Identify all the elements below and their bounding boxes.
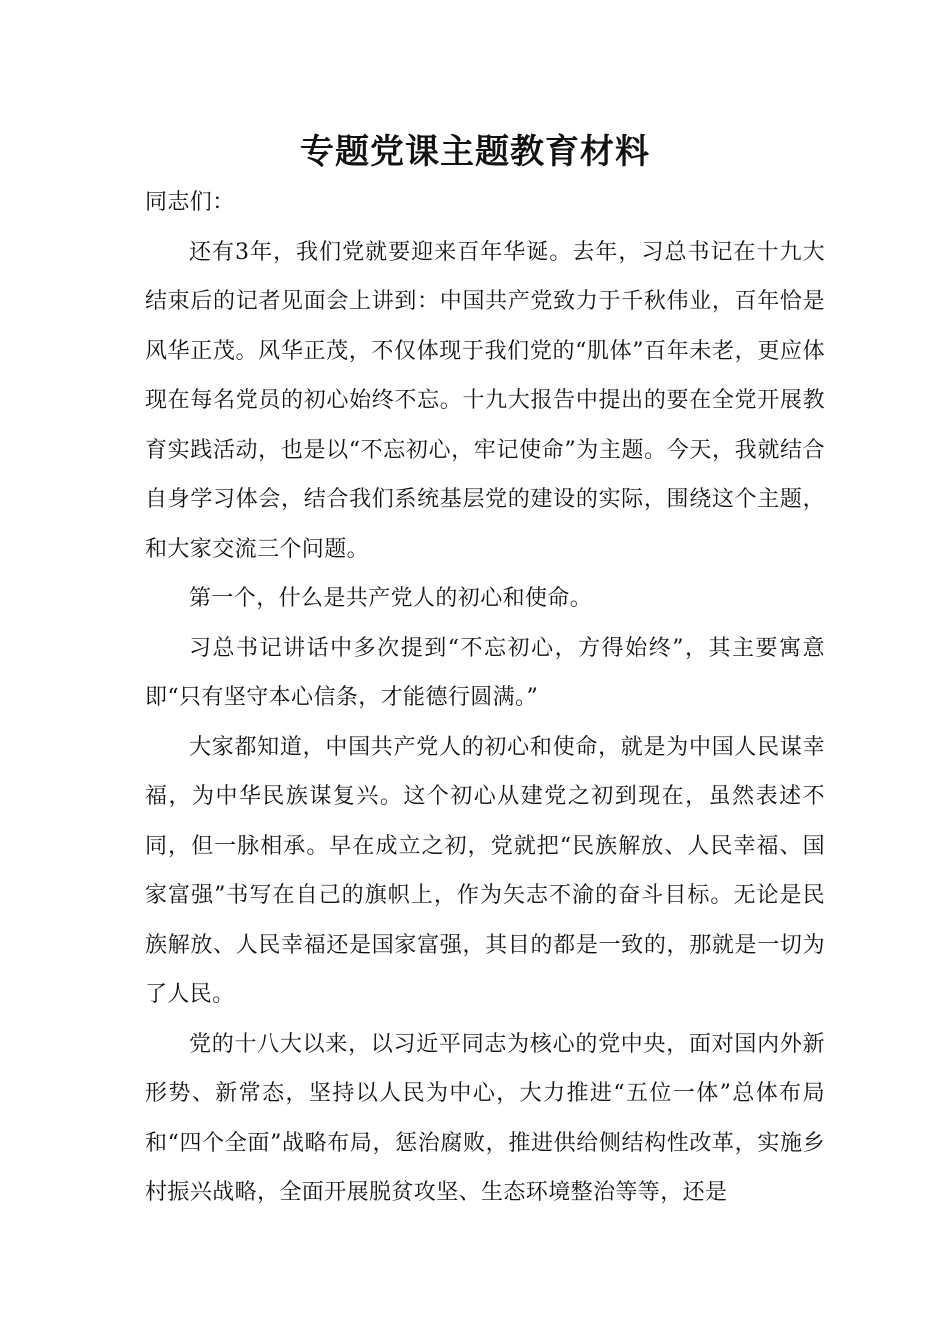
paragraph-mission: 大家都知道，中国共产党人的初心和使命，就是为中国人民谋幸福，为中华民族谋复兴。这个初心从建党之初到现在，虽然表述不同，但一脉相承。早在成立之初，党就把“民族解放、人民幸福、国家富强”书写在自己的旗帜上，作为矢志不渝的奋斗目标。无论是民族解放、人民幸福还是国家富强，其目的都是一致的，那就是一切为了人民。 — [145, 734, 825, 1007]
document-body — [145, 178, 825, 1218]
paragraph-section-heading: 第一个，什么是共产党人的初心和使命。 — [189, 586, 593, 611]
paragraph-intro: 还有3年，我们党就要迎来百年华诞。去年，习总书记在十九大结束后的记者见面会上讲到：中国共产党致力于千秋伟业，百年恰是风华正茂。风华正茂，不仅体现于我们党的“肌体”百年未老，更应体现在每名党员的初心始终不忘。十九大报告中提出的要在全党开展教育实践活动，也是以“不忘初心，牢记使命”为主题。今天，我就结合自身学习体会，结合我们系统基层党的建设的实际，围绕这个主题，和大家交流三个问题。 — [145, 239, 825, 562]
salutation: 同志们： — [145, 190, 235, 215]
document-title: 专题党课主题教育材料 — [300, 132, 650, 172]
paragraph-quote: 习总书记讲话中多次提到“不忘初心，方得始终”，其主要寓意即“只有坚守本心信条，才能德行圆满。” — [145, 635, 825, 710]
paragraph-since-18th-congress: 党的十八大以来，以习近平同志为核心的党中央，面对国内外新形势、新常态，坚持以人民为中心，大力推进“五位一体”总体布局和“四个全面”战略布局，惩治腐败，推进供给侧结构性改革，实施乡村振兴战略，全面开展脱贫攻坚、生态环境整治等等，还是 — [145, 1031, 825, 1205]
